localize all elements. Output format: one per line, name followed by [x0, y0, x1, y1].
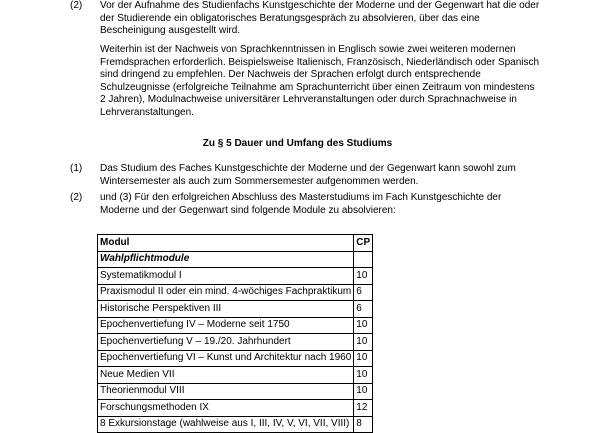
paragraph-study-start: Das Studium des Faches Kunstgeschichte der Moderne und der Gegenwart kann sowohl zum Wintersemester als auch zum Sommersemester aufgenommen werden.	[100, 163, 516, 187]
module-name-cell: Epochenvertiefung IV – Moderne seit 1750	[98, 317, 354, 334]
table-row	[98, 367, 373, 384]
table-row	[98, 268, 373, 285]
table-row	[98, 301, 373, 318]
column-header-cp: CP	[354, 235, 373, 252]
paragraph-module-requirements: und (3) Für den erfolgreichen Abschluss des Masterstudiums im Fach Kunstgeschichte der Moderne und der Gegenwart sind folgende Module zu absolvieren:	[100, 192, 502, 216]
module-cp-cell: 6	[354, 301, 373, 318]
table-header-row	[98, 235, 373, 252]
module-name-cell: Systematikmodul I	[98, 268, 354, 285]
module-name-cell: Epochenvertiefung V – 19./20. Jahrhundert	[98, 334, 354, 351]
paragraph-number: (2)	[70, 192, 83, 203]
table-row	[98, 334, 373, 351]
module-name-cell: Theorienmodul VIII	[98, 383, 354, 400]
module-cp-cell: 12	[354, 400, 373, 417]
table-row	[98, 383, 373, 400]
module-cp-cell: 8	[354, 416, 373, 433]
section-heading: Zu § 5 Dauer und Umfang des Studiums	[202, 138, 393, 149]
module-name-cell: 8 Exkursionstage (wahlweise aus I, III, IV, V, VI, VII, VIII)	[98, 416, 354, 433]
paragraph-language-requirements: Weiterhin ist der Nachweis von Sprachkenntnissen in Englisch sowie zwei weiteren modernen Fremdsprachen erforderlich. Beispielsweise Italienisch, Französisch, Niederländisch oder Spanisch sind dringend zu empfehlen. Der Nachweis der Sprachen erfolgt durch entsprechende Schulzeugnisse (erfolgreiche Teilnahme am Sprachunterricht über einen Zeitraum von mindestens 2 Jahren), Modulnachweise universitärer Lehrveranstaltungen oder durch Sprachnachweise in Lehrveranstaltungen.	[100, 44, 540, 118]
module-cp-cell: 10	[354, 383, 373, 400]
module-cp-cell: 10	[354, 317, 373, 334]
paragraph-number: (1)	[70, 163, 83, 174]
module-name-cell: Neue Medien VII	[98, 367, 354, 384]
table-row	[98, 416, 373, 433]
module-cp-cell: 10	[354, 350, 373, 367]
group-cp-cell	[354, 251, 373, 268]
table-row	[98, 400, 373, 417]
table-row	[98, 317, 373, 334]
module-name-cell: Forschungsmethoden IX	[98, 400, 354, 417]
paragraph-consultation: Vor der Aufnahme des Studienfachs Kunstgeschichte der Moderne und der Gegenwart hat die oder der Studierende ein obligatorisches Beratungsgespräch zu absolvieren, über das eine Bescheinigung ausgestellt wird.	[100, 0, 540, 36]
module-cp-cell: 10	[354, 268, 373, 285]
table-row	[98, 350, 373, 367]
column-header-modul: Modul	[98, 235, 354, 252]
table-group-row	[98, 251, 373, 268]
module-cp-cell: 10	[354, 367, 373, 384]
module-table	[97, 234, 373, 433]
table-row	[98, 284, 373, 301]
module-cp-cell: 10	[354, 334, 373, 351]
paragraph-number: (2)	[70, 0, 83, 11]
module-cp-cell: 6	[354, 284, 373, 301]
module-name-cell: Epochenvertiefung VI – Kunst und Architektur nach 1960	[98, 350, 354, 367]
module-name-cell: Praxismodul II oder ein mind. 4-wöchiges Fachpraktikum	[98, 284, 354, 301]
group-label: Wahlpflichtmodule	[98, 251, 354, 268]
module-name-cell: Historische Perspektiven III	[98, 301, 354, 318]
